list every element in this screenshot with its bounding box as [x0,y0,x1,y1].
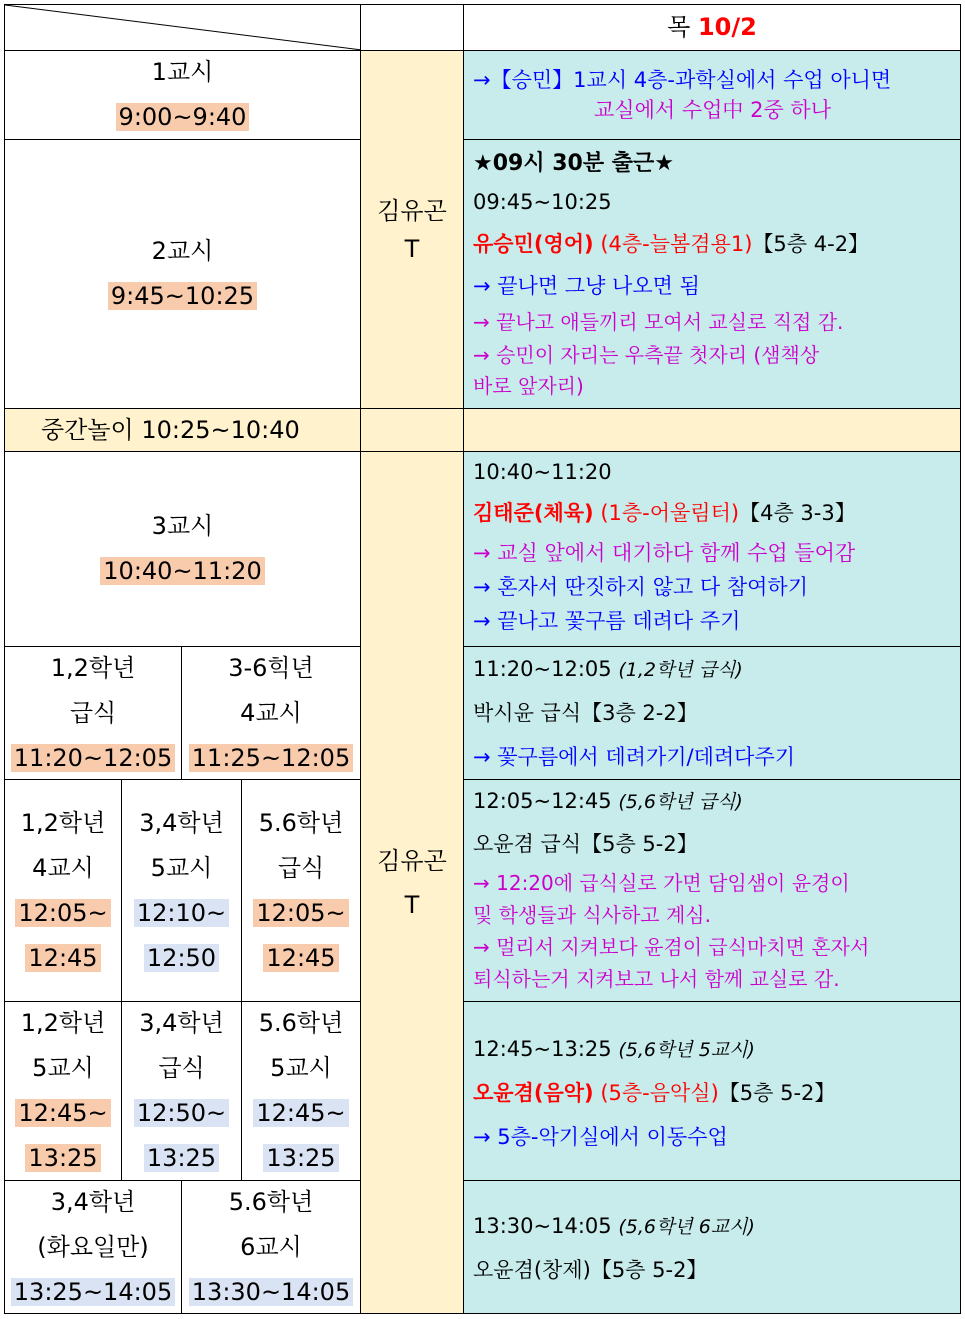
note-subject: 오윤겸(음악) [473,1081,594,1105]
period-time: 11:20~12:05 [11,744,175,772]
grade-label: 5.6학년 [258,1009,344,1037]
note-name: 오윤겸 급식【5층 5-2】 [473,832,698,856]
note-time-note: (5,6학년 급식) [618,791,743,813]
period-time: 12:45 [263,944,338,972]
period-time: 12:05~ [253,899,348,927]
note-line: 퇴식하는거 지켜보고 나서 함께 교실로 감. [473,967,840,991]
period-label: 3교시 [151,512,214,540]
period-label: 4교시 [240,698,302,727]
period-time: 12:45~ [15,1099,110,1127]
grade-label: 5.6학년 [228,1187,314,1216]
period-time: 12:50~ [134,1099,229,1127]
period-label: 5교시 [270,1054,332,1082]
period-1-cell [4,50,361,140]
grade-label: 1,2학년 [20,1009,106,1037]
period-label: 4교시 [32,853,94,882]
break-note-cell [463,408,961,452]
note-line: →【승민】1교시 4층-과학실에서 수업 아니면 [473,68,892,92]
period-time: 12:05~ [15,899,110,927]
note-time-note: (5,6학년 5교시) [618,1039,755,1061]
row5-grade12-cell [4,779,122,1002]
note-line: → 끝나면 그냥 나오면 됨 [473,274,700,298]
period-3-cell [4,451,361,647]
period-label: 급식 [158,1054,205,1082]
note-line: → 꽃구름에서 데려가기/데려다주기 [473,745,796,769]
note-line: → 끝나고 애들끼리 모여서 교실로 직접 감. [473,310,844,334]
period-label: 2교시 [151,237,214,265]
grade-label: 1,2학년 [20,808,106,837]
note-time-note: (1,2학년 급식) [618,659,743,681]
period-time: 12:45 [25,944,100,972]
note-time: 12:05~12:45 [473,789,612,813]
break-row [4,408,361,452]
note-class: 【5층 5-2】 [718,1081,836,1105]
period-time: 13:25 [144,1144,219,1172]
note-line: → 끝나고 꽃구름 데려다 주기 [473,609,741,633]
note-period-2 [463,139,961,409]
note-name: 오윤겸(창제)【5층 5-2】 [473,1258,708,1282]
teacher-name: 김유곤 [377,196,447,225]
row6-grade12-cell [4,1001,122,1181]
note-line: 및 학생들과 식사하고 계심. [473,903,711,927]
teacher-cell-2 [360,451,464,1314]
header-day: 목 [667,13,691,41]
row6-grade56-cell [241,1001,361,1181]
period-time: 9:00~9:40 [116,103,250,131]
row5-grade56-cell [241,779,361,1002]
note-room: (4층-늘봄겸용1) [600,232,753,256]
header-date: 10/2 [697,13,757,41]
note-line: → 5층-악기실에서 이동수업 [473,1125,728,1149]
note-time: 13:30~14:05 [473,1214,612,1238]
note-period-3 [463,451,961,647]
note-row-7 [463,1180,961,1314]
note-line: → 12:20에 급식실로 가면 담임샘이 윤경이 [473,871,850,895]
period-time: 13:25 [25,1144,100,1172]
grade-label: 3,4학년 [139,808,224,837]
period-time: 9:45~10:25 [108,282,257,310]
break-label: 중간놀이 10:25~10:40 [41,416,300,444]
period-label: 1교시 [151,58,214,86]
note-subject: 김태준(체육) [473,501,594,525]
period-label: 6교시 [240,1232,302,1261]
period-label: 5교시 [32,1054,94,1082]
header-date-cell [463,4,961,51]
period-time: 13:25~14:05 [11,1278,175,1306]
period-label: 급식 [277,853,325,882]
note-line: → 혼자서 딴짓하지 않고 다 참여하기 [473,575,808,599]
note-line: 교실에서 수업中 2중 하나 [594,98,831,122]
grade-label: 3,4학년 [139,1009,224,1037]
period-label: 급식 [69,698,117,727]
note-time-note: (5,6학년 6교시) [618,1216,755,1238]
row5-grade34-cell [121,779,242,1002]
period-2-cell [4,139,361,409]
note-line: → 승민이 자리는 우측끝 첫자리 (샘책상 [473,343,820,367]
period-time: 12:10~ [134,899,229,927]
period-time: 10:40~11:20 [100,557,264,585]
header-teacher-cell [360,4,464,51]
note-line: 바로 앞자리) [473,374,584,398]
note-row-5 [463,779,961,1002]
note-name: 박시윤 급식【3층 2-2】 [473,701,698,725]
note-line: ★09시 30분 출근★ [473,151,675,176]
grade-label: 1,2학년 [50,653,136,682]
note-class: 【5층 4-2】 [752,232,870,256]
note-period-1 [463,50,961,140]
note-room: (5층-음악실) [600,1081,719,1105]
grade-label: 3,4학년 [50,1187,136,1216]
grade-label: 5.6학년 [258,808,344,837]
note-room: (1층-어울림터) [600,501,740,525]
note-class: 【4층 3-3】 [739,501,856,525]
note-line: → 멀리서 지켜보다 윤겸이 급식마치면 혼자서 [473,935,870,959]
note-time: 12:45~13:25 [473,1037,612,1061]
period-time: 11:25~12:05 [189,744,353,772]
teacher-suffix: T [404,234,420,263]
row6-grade34-cell [121,1001,242,1181]
break-teacher-cell [360,408,464,452]
note-time: 11:20~12:05 [473,657,612,681]
diagonal-line [5,5,361,51]
note-subject: 유승민(영어) [473,232,594,256]
period-label: 5교시 [150,853,213,882]
period-time: 13:25 [263,1144,338,1172]
teacher-name: 김유곤 [377,846,447,875]
period-time: 12:50 [144,944,219,972]
teacher-cell-1 [360,50,464,409]
header-diagonal-cell [4,4,361,51]
period-time: 12:45~ [253,1099,348,1127]
note-row-4 [463,646,961,780]
period-time: 13:30~14:05 [189,1278,353,1306]
note-time: 09:45~10:25 [473,190,612,214]
note-line: → 교실 앞에서 대기하다 함께 수업 들어감 [473,541,856,565]
row4-grade12-cell [4,646,182,780]
note-time: 10:40~11:20 [473,460,612,484]
teacher-suffix: T [404,890,420,919]
grade-label: 3-6힉년 [228,653,314,682]
note-row-6 [463,1001,961,1181]
row7-grade56-cell [181,1180,361,1314]
row7-grade34-cell [4,1180,182,1314]
row4-grade36-cell [181,646,361,780]
period-label: (화요일만) [37,1232,149,1261]
